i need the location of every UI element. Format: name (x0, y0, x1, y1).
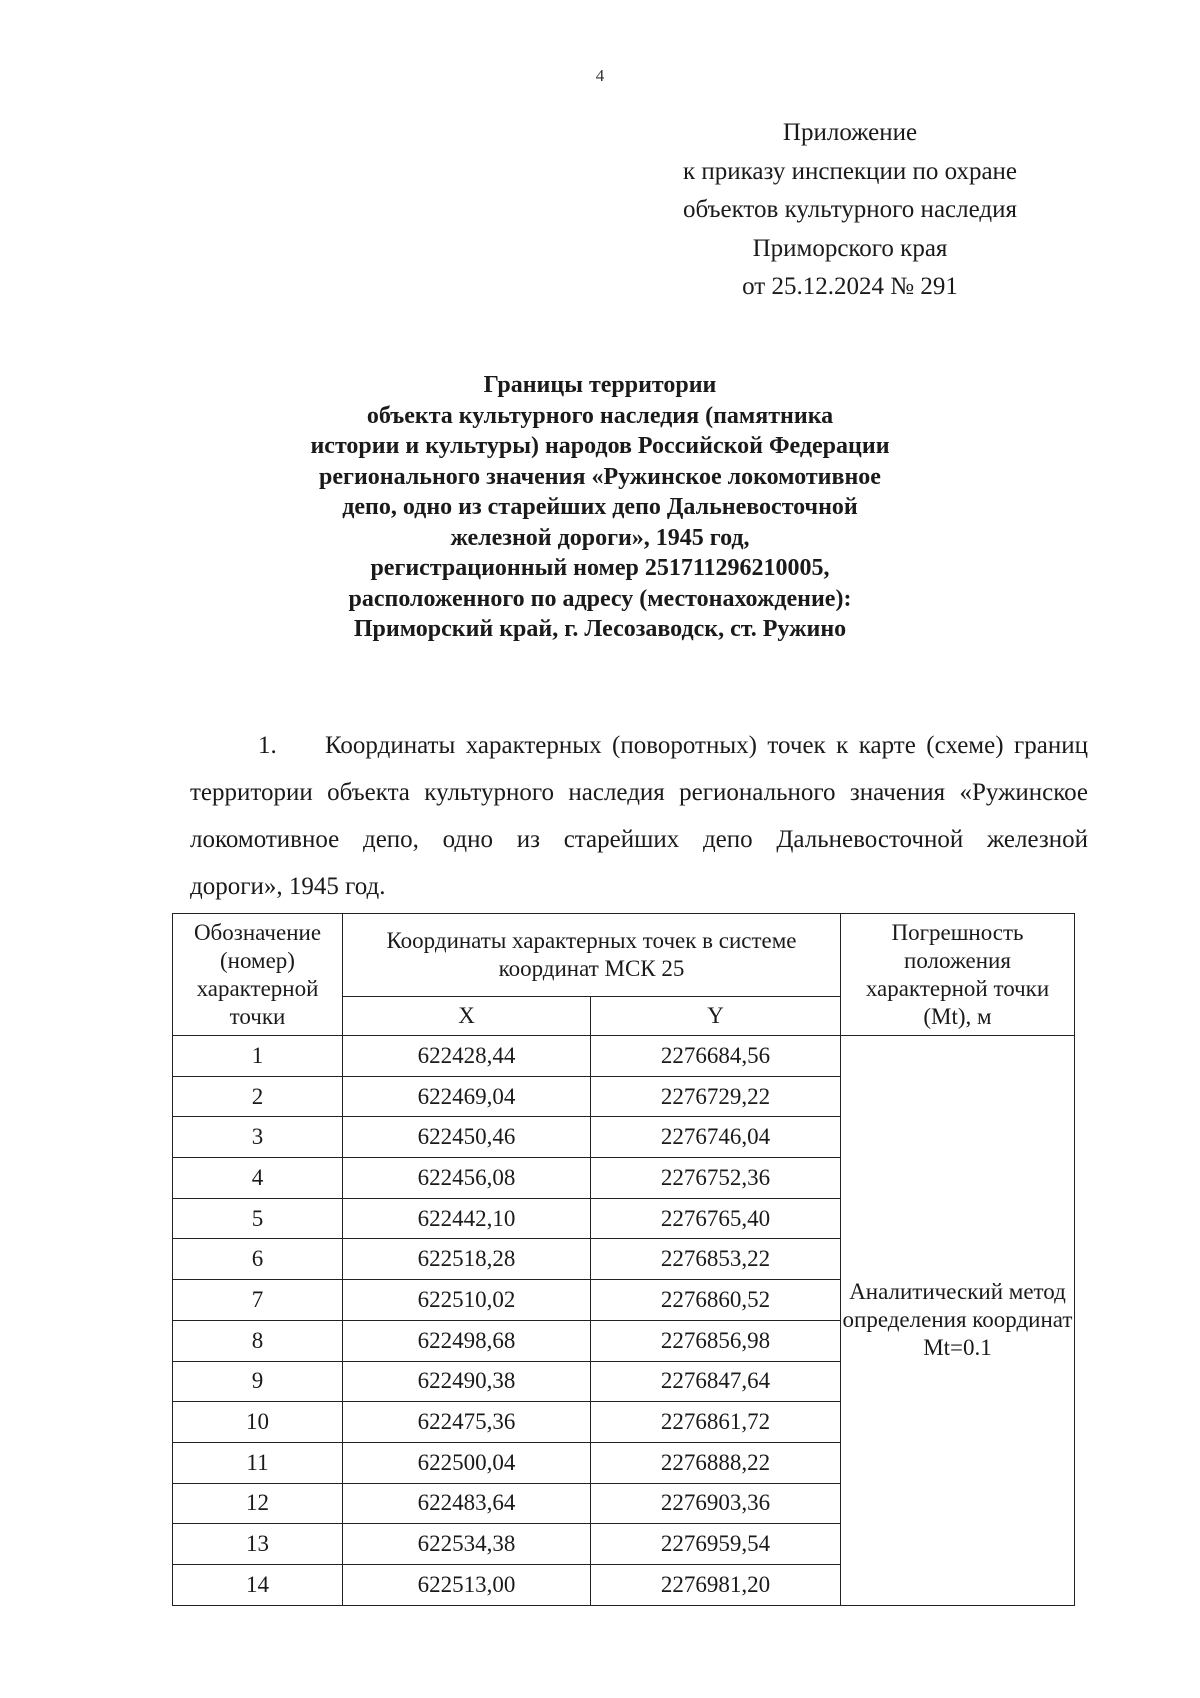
cell-point-number: 9 (173, 1361, 343, 1402)
cell-x: 622483,64 (343, 1483, 591, 1524)
cell-y: 2276684,56 (591, 1036, 841, 1077)
appendix-line: Приложение (782, 119, 918, 146)
cell-y: 2276903,36 (591, 1483, 841, 1524)
cell-x: 622490,38 (343, 1361, 591, 1402)
cell-x: 622498,68 (343, 1320, 591, 1361)
cell-point-number: 11 (173, 1442, 343, 1483)
cell-x: 622500,04 (343, 1442, 591, 1483)
cell-y: 2276847,64 (591, 1361, 841, 1402)
cell-point-number: 10 (173, 1402, 343, 1443)
title-line: расположенного по адресу (местонахождение): (348, 585, 852, 612)
paragraph-line (190, 722, 1088, 769)
cell-x: 622442,10 (343, 1198, 591, 1239)
cell-point-number: 3 (173, 1117, 343, 1158)
cell-point-number: 6 (173, 1239, 343, 1280)
cell-x: 622475,36 (343, 1402, 591, 1443)
cell-y: 2276981,20 (591, 1564, 841, 1605)
cell-y: 2276860,52 (591, 1280, 841, 1321)
cell-point-number: 14 (173, 1564, 343, 1605)
cell-y: 2276888,22 (591, 1442, 841, 1483)
title-line: объекта культурного наследия (памятника (366, 402, 834, 429)
title-line: регионального значения «Ружинское локомотивное (319, 463, 881, 490)
header-error: Погрешность положения характерной точки (Mt), м (841, 914, 1075, 1036)
cell-error-method: Аналитический метод определения координат Mt=0.1 (841, 1036, 1075, 1606)
cell-x: 622518,28 (343, 1239, 591, 1280)
cell-point-number: 7 (173, 1280, 343, 1321)
title-line: депо, одно из старейших депо Дальневосточной (342, 494, 858, 520)
appendix-header (660, 114, 1040, 307)
title-line: Границы территории (483, 372, 717, 398)
cell-y: 2276746,04 (591, 1117, 841, 1158)
cell-x: 622428,44 (343, 1036, 591, 1077)
title-line: железной дороги», 1945 год, (450, 524, 750, 551)
title-line: регистрационный номер 251711296210005, (370, 555, 830, 581)
cell-x: 622469,04 (343, 1076, 591, 1117)
cell-x: 622510,02 (343, 1280, 591, 1321)
cell-x: 622456,08 (343, 1158, 591, 1199)
title-line: истории и культуры) народов Российской Федерации (310, 433, 890, 459)
paragraph-line: территории объекта культурного наследия регионального значения «Ружинское (190, 779, 1088, 806)
page-number: 4 (595, 66, 605, 85)
cell-x: 622534,38 (343, 1524, 591, 1565)
header-x: X (343, 997, 591, 1036)
cell-point-number: 12 (173, 1483, 343, 1524)
cell-point-number: 1 (173, 1036, 343, 1077)
document-title (100, 370, 1100, 645)
cell-y: 2276861,72 (591, 1402, 841, 1443)
cell-point-number: 5 (173, 1198, 343, 1239)
title-line: Приморский край, г. Лесозаводск, ст. Ружино (353, 616, 847, 642)
appendix-line: от 25.12.2024 № 291 (742, 273, 958, 300)
cell-y: 2276752,36 (591, 1158, 841, 1199)
table-row (173, 1036, 1075, 1077)
cell-point-number: 2 (173, 1076, 343, 1117)
paragraph-text: Координаты характерных (поворотных) точек к карте (схеме) границ (325, 732, 1088, 759)
cell-y: 2276959,54 (591, 1524, 841, 1565)
cell-x: 622450,46 (343, 1117, 591, 1158)
cell-point-number: 13 (173, 1524, 343, 1565)
cell-y: 2276856,98 (591, 1320, 841, 1361)
cell-y: 2276853,22 (591, 1239, 841, 1280)
appendix-line: Приморского края (752, 234, 948, 262)
cell-y: 2276729,22 (591, 1076, 841, 1117)
cell-y: 2276765,40 (591, 1198, 841, 1239)
paragraph-number: 1. (258, 732, 277, 759)
paragraph-line: локомотивное депо, одно из старейших депо Дальневосточной железной (190, 826, 1088, 853)
appendix-line: к приказу инспекции по охране (682, 157, 1018, 185)
paragraph-1 (190, 722, 1088, 910)
header-designation: Обозначение (номер) характерной точки (173, 914, 343, 1036)
cell-point-number: 8 (173, 1320, 343, 1361)
appendix-line: объектов культурного наследия (683, 196, 1017, 223)
paragraph-line: дороги», 1945 год. (190, 873, 386, 900)
header-y: Y (591, 997, 841, 1036)
cell-point-number: 4 (173, 1158, 343, 1199)
coordinates-table (172, 913, 1075, 1606)
cell-x: 622513,00 (343, 1564, 591, 1605)
header-coordinates: Координаты характерных точек в системе координат МСК 25 (343, 914, 841, 997)
